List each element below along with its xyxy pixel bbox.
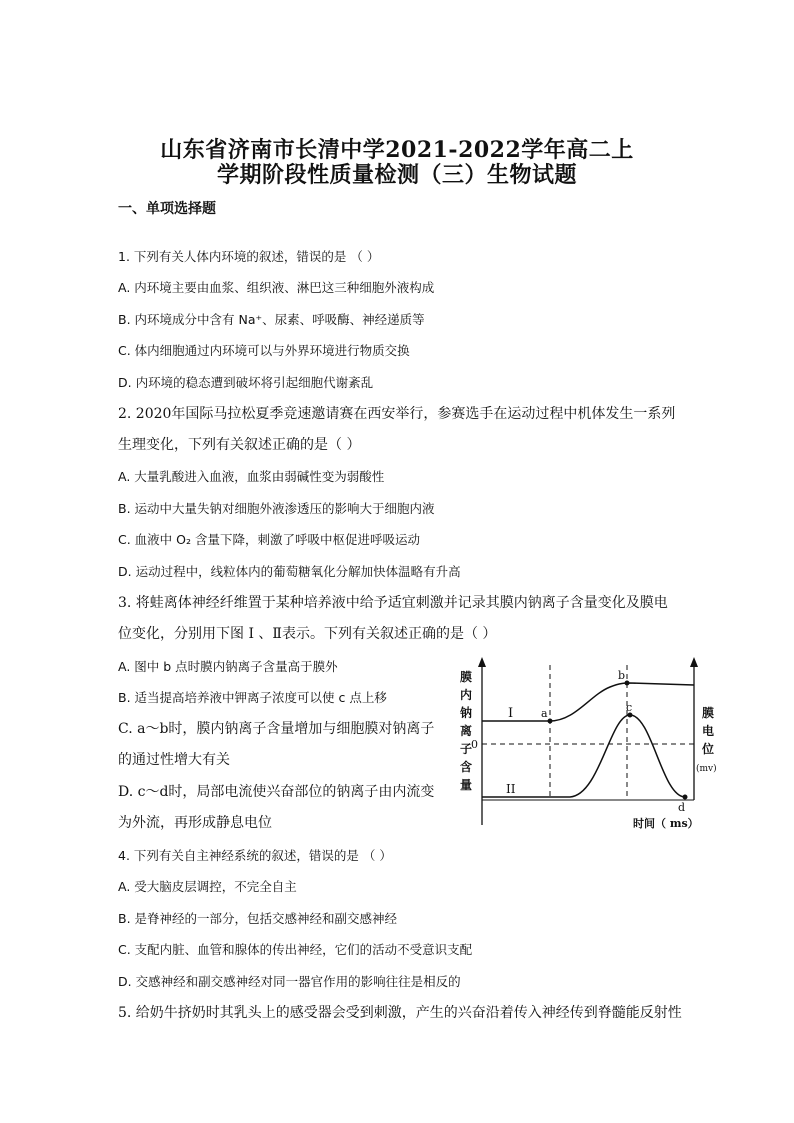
- point-d-label: d: [678, 801, 686, 814]
- point-a-label: a: [541, 707, 548, 720]
- q1-option-a: A. 内环境主要由血浆、组织液、淋巴这三种细胞外液构成: [118, 280, 435, 295]
- q2-option-d: D. 运动过程中，线粒体内的葡萄糖氧化分解加快体温略有升高: [118, 564, 461, 579]
- left-axis-char: 离: [460, 724, 473, 738]
- right-axis-char: 膜: [702, 706, 715, 720]
- q1-option-b: B. 内环境成分中含有 Na⁺、尿素、呼吸酶、神经递质等: [118, 312, 425, 327]
- left-axis-char: 内: [460, 688, 473, 702]
- q2-stem-2: 生理变化，下列有关叙述正确的是（ ）: [118, 437, 361, 453]
- zero-label: 0: [471, 738, 478, 751]
- left-axis-char: 钠: [460, 706, 473, 720]
- q3-option-d-2: 为外流，再形成静息电位: [118, 815, 272, 831]
- q4-option-a: A. 受大脑皮层调控，不完全自主: [118, 879, 297, 894]
- q3-option-a: A. 图中 b 点时膜内钠离子含量高于膜外: [118, 659, 338, 674]
- curve-i-label: I: [508, 706, 514, 721]
- left-axis-char: 含: [460, 760, 473, 774]
- left-axis-arrow: [478, 657, 486, 667]
- point-b-label: b: [618, 669, 626, 682]
- q3-option-c-2: 的通过性增大有关: [118, 752, 230, 768]
- right-axis-unit: (mv): [696, 764, 717, 774]
- point-c-label: c: [626, 701, 633, 714]
- curve-i: [482, 683, 694, 721]
- right-axis-arrow: [690, 657, 698, 667]
- point-b-dot: [625, 681, 630, 686]
- point-d-dot: [683, 795, 688, 800]
- right-axis-char: 电: [702, 724, 715, 738]
- q4-stem: 4. 下列有关自主神经系统的叙述，错误的是 （ ）: [118, 848, 392, 863]
- section-heading: 一、单项选择题: [118, 201, 216, 217]
- left-axis-char: 量: [460, 778, 473, 792]
- left-axis-char: 子: [460, 742, 473, 756]
- membrane-potential-figure: [440, 655, 717, 835]
- q3-stem-1: 3. 将蛙离体神经纤维置于某种培养液中给予适宜刺激并记录其膜内钠离子含量变化及膜电: [118, 595, 668, 611]
- q2-option-a: A. 大量乳酸进入血液，血浆由弱碱性变为弱酸性: [118, 469, 385, 484]
- point-a-dot: [548, 719, 553, 724]
- x-axis-label: 时间（ ms）: [633, 817, 699, 830]
- q3-option-c-1: C. a～b时，膜内钠离子含量增加与细胞膜对钠离子: [118, 721, 435, 737]
- q3-stem-2: 位变化，分别用下图 Ⅰ 、Ⅱ表示。下列有关叙述正确的是（ ）: [118, 626, 497, 642]
- q4-option-b: B. 是脊神经的一部分，包括交感神经和副交感神经: [118, 911, 398, 926]
- q1-option-d: D. 内环境的稳态遭到破坏将引起细胞代谢紊乱: [118, 375, 374, 390]
- left-axis-char: 膜: [460, 670, 473, 684]
- q2-stem-1: 2. 2020年国际马拉松夏季竞速邀请赛在西安举行，参赛选手在运动过程中机体发生一系列: [118, 406, 676, 422]
- q5-stem-1: 5. 给奶牛挤奶时其乳头上的感受器会受到刺激，产生的兴奋沿着传入神经传到脊髓能反射性: [118, 1005, 682, 1021]
- title-line-1: 山东省济南市长清中学2021-2022学年高二上: [160, 137, 634, 163]
- q4-option-c: C. 支配内脏、血管和腺体的传出神经，它们的活动不受意识支配: [118, 942, 473, 957]
- q1-stem: 1. 下列有关人体内环境的叙述，错误的是 （ ）: [118, 249, 380, 264]
- q3-option-b: B. 适当提高培养液中钾离子浓度可以使 c 点上移: [118, 690, 387, 705]
- q2-option-b: B. 运动中大量失钠对细胞外液渗透压的影响大于细胞内液: [118, 501, 435, 516]
- right-axis-char: 位: [702, 742, 715, 756]
- q3-option-d-1: D. c～d时，局部电流使兴奋部位的钠离子由内流变: [118, 784, 435, 800]
- title-line-2: 学期阶段性质量检测（三）生物试题: [216, 162, 577, 188]
- q4-option-d: D. 交感神经和副交感神经对同一器官作用的影响往往是相反的: [118, 974, 461, 989]
- curve-ii-label: II: [506, 782, 516, 796]
- q2-option-c: C. 血液中 O₂ 含量下降，刺激了呼吸中枢促进呼吸运动: [118, 532, 420, 547]
- q1-option-c: C. 体内细胞通过内环境可以与外界环境进行物质交换: [118, 343, 410, 358]
